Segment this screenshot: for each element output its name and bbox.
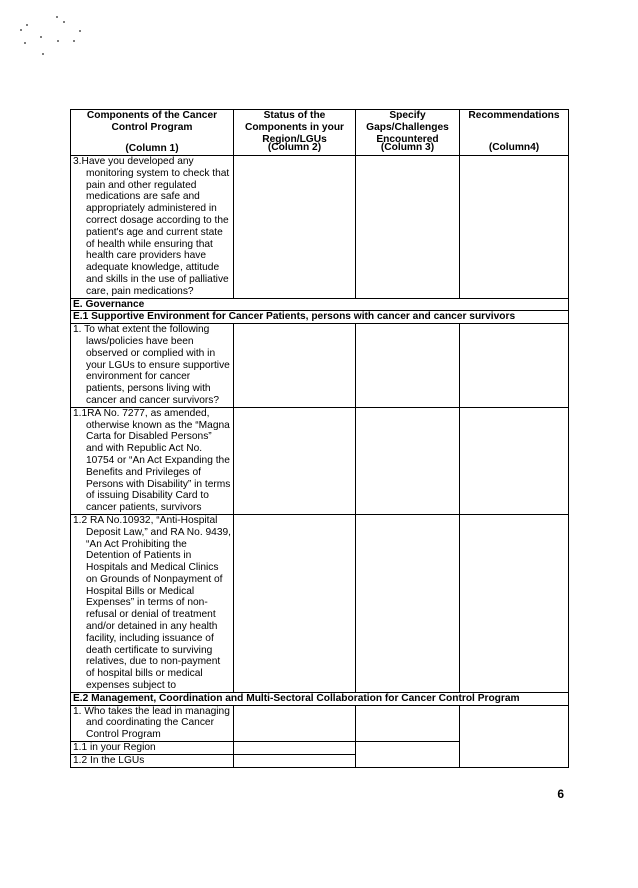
header-col3-title: Specify Gaps/Challenges Encountered	[366, 110, 449, 145]
section-e-governance: E. Governance	[71, 298, 569, 311]
gaps-cell[interactable]	[356, 324, 460, 408]
gaps-cell[interactable]	[356, 156, 460, 299]
e1-question-1-1-text: 1.1RA No. 7277, as amended, otherwise known as the “Magna Carta for Disabled Persons” and with Republic Act No. 10754 or “An Act Expanding the Benefits and Privileges of Persons with Disability” in terms of issuing Disability Card to cancer patients, survivors	[73, 407, 231, 514]
e2-question-1-text: 1. Who takes the lead in managing and coordinating the Cancer Control Program	[73, 705, 230, 741]
status-cell[interactable]	[234, 705, 356, 741]
gaps-cell[interactable]	[356, 705, 460, 741]
status-cell[interactable]	[234, 156, 356, 299]
header-col2-title: Status of the Components in your Region/LGUs	[244, 110, 345, 145]
table-row	[71, 407, 569, 514]
question-cell	[71, 156, 234, 299]
header-col4-number: (Column4)	[488, 142, 540, 154]
recommendations-cell[interactable]	[460, 407, 569, 514]
section-e1-supportive-environment: E.1 Supportive Environment for Cancer Patients, persons with cancer and cancer survivors	[71, 311, 569, 324]
question-cell	[71, 407, 234, 514]
table-row	[71, 324, 569, 408]
table-header-row	[71, 110, 569, 156]
cancer-control-assessment-table	[70, 109, 569, 768]
gaps-cell[interactable]	[356, 514, 460, 692]
recommendations-cell[interactable]	[460, 514, 569, 692]
e1-question-1-text: 1. To what extent the following laws/policies have been observed or complied with in your LGUs to ensure supportive environment for cancer patients, persons living with cancer and cancer survivors?	[73, 324, 230, 406]
header-col4-title: Recommendations	[468, 110, 560, 121]
table-row	[71, 514, 569, 692]
section-e2-management: E.2 Management, Coordination and Multi-Sectoral Collaboration for Cancer Control Program	[71, 692, 569, 705]
status-cell[interactable]	[234, 742, 356, 755]
table-row	[71, 705, 569, 741]
question-cell	[71, 514, 234, 692]
gaps-cell[interactable]	[356, 407, 460, 514]
recommendations-cell[interactable]	[460, 156, 569, 299]
header-column-4	[460, 110, 569, 156]
status-cell[interactable]	[234, 324, 356, 408]
question-cell	[71, 705, 234, 741]
status-cell[interactable]	[234, 755, 356, 768]
header-column-3	[356, 110, 460, 156]
header-col3-number: (Column 3)	[380, 142, 435, 154]
page-number: 6	[557, 787, 564, 801]
e2-question-1-1-text: 1.1 in your Region	[71, 742, 234, 755]
header-col1-number: (Column 1)	[125, 143, 179, 155]
scan-specks	[0, 0, 100, 70]
section-row	[71, 311, 569, 324]
header-column-2	[234, 110, 356, 156]
question-cell	[71, 324, 234, 408]
section-row	[71, 298, 569, 311]
e2-question-1-2-text: 1.2 In the LGUs	[71, 755, 234, 768]
recommendations-cell[interactable]	[460, 324, 569, 408]
section-row	[71, 692, 569, 705]
header-col2-number: (Column 2)	[267, 142, 322, 154]
e1-question-1-2-text: 1.2 RA No.10932, “Anti-Hospital Deposit Law,” and RA No. 9439, “An Act Prohibiting the Detention of Patients in Hospitals and Medical Clinics on Grounds of Nonpayment of Hospital Bills or Medical Expenses” in terms of non-refusal or denial of treatment and/or detained in any health facility, including issuance of death certificate to surviving relatives, due to non-payment of hospital bills or medical expenses subject to	[73, 514, 231, 692]
question-3-text: 3.Have you developed any monitoring system to check that pain and other regulated medications are safe and appropriately administered in correct dosage according to the patient's age and current state of health while ensuring that health care providers have adequate knowledge, attitude and skills in the use of palliative care, pain medications?	[73, 156, 230, 297]
status-cell[interactable]	[234, 514, 356, 692]
status-cell[interactable]	[234, 407, 356, 514]
header-column-1	[71, 110, 234, 156]
gaps-cell[interactable]	[356, 742, 460, 768]
recommendations-cell[interactable]	[460, 705, 569, 767]
header-col1-title: Components of the Cancer Control Program	[86, 110, 218, 133]
table-row	[71, 156, 569, 299]
